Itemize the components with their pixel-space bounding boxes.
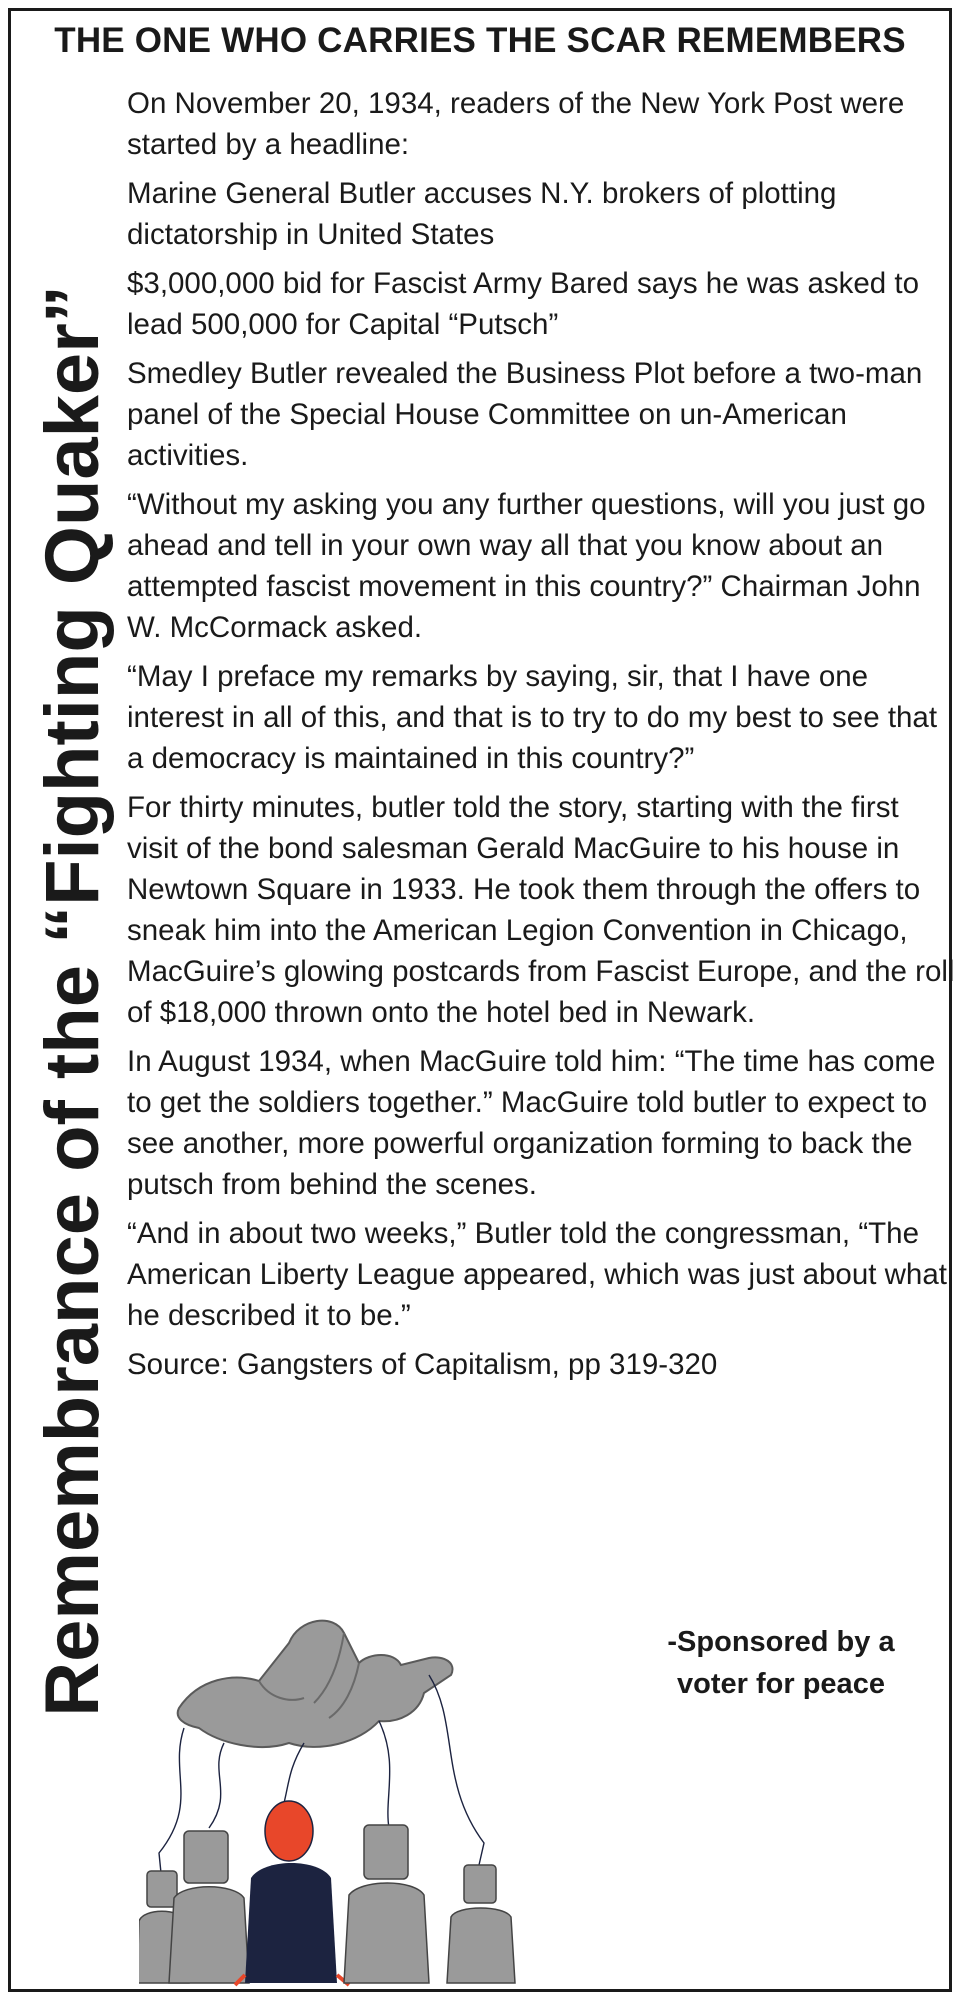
paragraph-headline-2: $3,000,000 bid for Fascist Army Bared says he was asked to lead 500,000 for Capital “Putsch” <box>127 267 919 341</box>
paragraph-butler-answer: “May I preface my remarks by saying, sir, that I have one interest in all of this, and that is to try to do my best to see that a democracy is maintained in this country?” <box>127 660 938 775</box>
article-body <box>127 83 957 1393</box>
paragraph-source: Source: Gangsters of Capitalism, pp 319-320 <box>127 1348 718 1381</box>
paragraph-mccormack-question: “Without my asking you any further questions, will you just go ahead and tell in your own way all that you know about an attempted fascist movement in this country?” Chairman John W. McCormack asked. <box>127 488 926 644</box>
sponsor-line-2: voter for peace <box>677 1668 885 1700</box>
paragraph-liberty-league: “And in about two weeks,” Butler told the congressman, “The American Liberty League appeared, which was just about what he described it to be.” <box>127 1217 947 1332</box>
paragraph-august-1934: In August 1934, when MacGuire told him: “The time has come to get the soldiers together.” MacGuire told butler to expect to see another, more powerful organization forming to back the putsch from behind the scenes. <box>127 1045 936 1201</box>
paragraph-intro: On November 20, 1934, readers of the New York Post were started by a headline: <box>127 87 905 161</box>
puppet-master-illustration <box>139 1603 529 1988</box>
puppet-figure-left <box>169 1831 249 1983</box>
paragraph-headline-1: Marine General Butler accuses N.Y. brokers of plotting dictatorship in United States <box>127 177 837 251</box>
vertical-title: Remembrance of the “Fighting Quaker” <box>30 285 115 1717</box>
sponsor-note <box>611 1621 951 1705</box>
ad-headline: THE ONE WHO CARRIES THE SCAR REMEMBERS <box>54 21 906 60</box>
ad-frame <box>8 8 955 1992</box>
puppet-figure-right <box>344 1825 429 1983</box>
paragraph-story: For thirty minutes, butler told the story, starting with the first visit of the bond salesman Gerald MacGuire to his house in Newtown Square in 1933. He took them through the offers to sneak him into the American Legion Convention in Chicago, MacGuire’s glowing postcards from Fascist Europe, and the roll of $18,000 thrown onto the hotel bed in Newark. <box>127 791 955 1029</box>
puppet-figure-center-red <box>235 1801 349 1985</box>
puppet-figure-far-right <box>447 1865 515 1983</box>
vertical-title-container <box>17 141 129 1861</box>
paragraph-testimony: Smedley Butler revealed the Business Plot before a two-man panel of the Special House Committee on un-American activities. <box>127 357 923 472</box>
sponsor-line-1: -Sponsored by a <box>667 1626 895 1658</box>
puppeteer-hand-icon <box>178 1621 453 1747</box>
